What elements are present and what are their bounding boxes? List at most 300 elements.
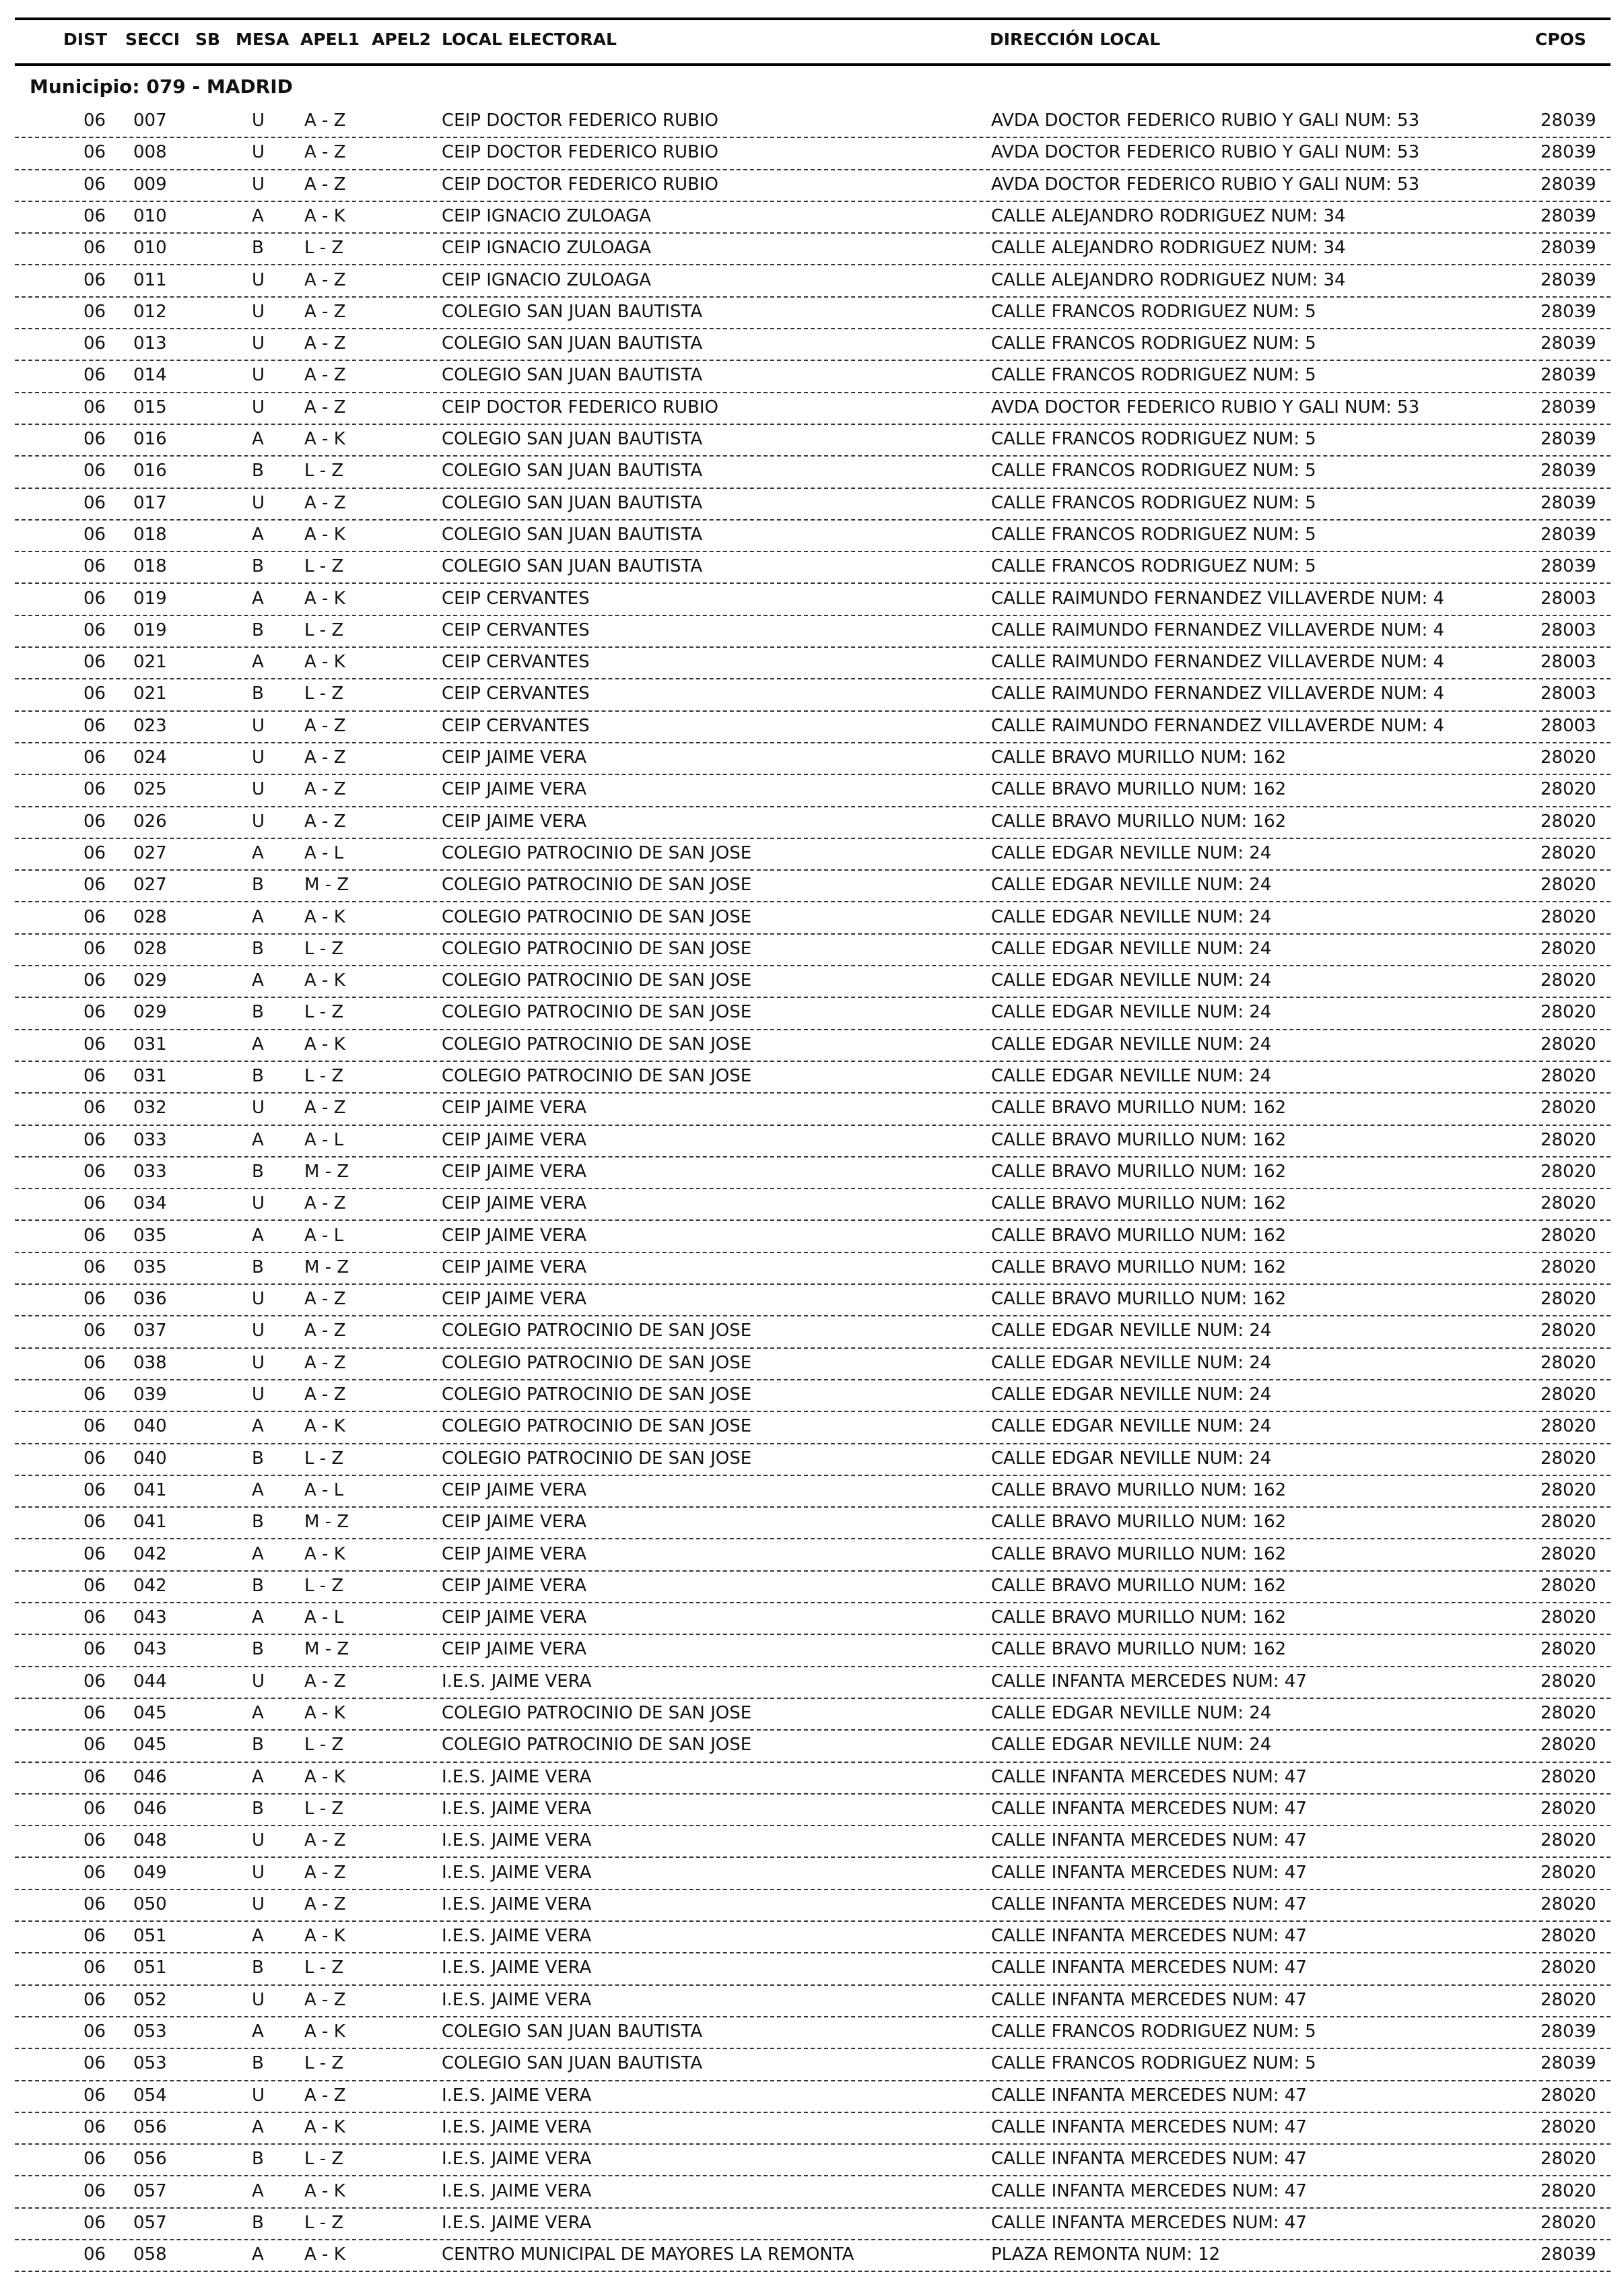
table-row [15, 1506, 1611, 1539]
cell-local: COLEGIO SAN JUAN BAUTISTA [442, 301, 703, 322]
cell-sb: A [252, 2116, 264, 2137]
cell-secc: 043 [133, 1607, 167, 1628]
cell-sb: A [252, 429, 264, 449]
cell-direccion: CALLE EDGAR NEVILLE NUM: 24 [991, 842, 1272, 863]
cell-dist: 06 [83, 238, 106, 259]
cell-secc: 009 [133, 174, 167, 195]
cell-local: I.E.S. JAIME VERA [442, 2116, 592, 2137]
table-row [15, 424, 1611, 457]
cell-dist: 06 [83, 1703, 106, 1723]
cell-cpos: 28020 [1541, 2149, 1596, 2170]
cell-cpos: 28020 [1541, 1352, 1596, 1373]
cell-sb: A [252, 588, 264, 609]
cell-dist: 06 [83, 1320, 106, 1341]
cell-dist: 06 [83, 779, 106, 800]
cell-mesa: A - Z [304, 1384, 346, 1405]
cell-direccion: AVDA DOCTOR FEDERICO RUBIO Y GALI NUM: 53 [991, 142, 1420, 163]
cell-dist: 06 [83, 1225, 106, 1246]
cell-mesa: A - Z [304, 174, 346, 195]
table-row [15, 1666, 1611, 1699]
cell-sb: U [252, 1384, 265, 1405]
cell-local: CEIP JAIME VERA [442, 1479, 586, 1500]
cell-mesa: A - Z [304, 269, 346, 290]
cell-direccion: CALLE FRANCOS RODRIGUEZ NUM: 5 [991, 365, 1316, 386]
cell-direccion: CALLE EDGAR NEVILLE NUM: 24 [991, 1735, 1272, 1755]
cell-mesa: A - Z [304, 811, 346, 832]
cell-cpos: 28020 [1541, 1257, 1596, 1277]
cell-dist: 06 [83, 1289, 106, 1310]
cell-secc: 017 [133, 492, 167, 513]
cell-dist: 06 [83, 1384, 106, 1405]
cell-mesa: A - K [304, 906, 345, 927]
cell-sb: U [252, 492, 265, 513]
cell-local: CEIP JAIME VERA [442, 1098, 586, 1118]
cell-sb: U [252, 779, 265, 800]
cell-sb: B [252, 461, 264, 481]
cell-secc: 053 [133, 2021, 167, 2042]
cell-direccion: CALLE BRAVO MURILLO NUM: 162 [991, 1289, 1287, 1310]
cell-secc: 056 [133, 2149, 167, 2170]
cell-dist: 06 [83, 1830, 106, 1851]
cell-sb: B [252, 1066, 264, 1086]
table-row [15, 1762, 1611, 1795]
cell-mesa: A - Z [304, 1830, 346, 1851]
cell-sb: B [252, 1798, 264, 1819]
cell-dist: 06 [83, 620, 106, 640]
cell-sb: A [252, 652, 264, 673]
cell-mesa: A - Z [304, 301, 346, 322]
cell-mesa: L - Z [304, 2149, 344, 2170]
cell-cpos: 28020 [1541, 1225, 1596, 1246]
cell-dist: 06 [83, 1671, 106, 1692]
cell-direccion: CALLE BRAVO MURILLO NUM: 162 [991, 1161, 1287, 1182]
cell-secc: 036 [133, 1289, 167, 1310]
col-header-sb: SB [195, 30, 221, 49]
cell-dist: 06 [83, 2212, 106, 2233]
cell-cpos: 28020 [1541, 811, 1596, 832]
cell-mesa: A - L [304, 1479, 344, 1500]
cell-sb: U [252, 301, 265, 322]
cell-local: CEIP CERVANTES [442, 620, 590, 640]
cell-local: CEIP CERVANTES [442, 652, 590, 673]
cell-cpos: 28020 [1541, 1512, 1596, 1533]
cell-direccion: CALLE BRAVO MURILLO NUM: 162 [991, 1607, 1287, 1628]
cell-dist: 06 [83, 1352, 106, 1373]
table-row [15, 360, 1611, 393]
cell-dist: 06 [83, 1512, 106, 1533]
cell-dist: 06 [83, 2053, 106, 2074]
cell-cpos: 28039 [1541, 397, 1596, 417]
cell-direccion: CALLE INFANTA MERCEDES NUM: 47 [991, 2212, 1307, 2233]
cell-mesa: A - K [304, 2021, 345, 2042]
cell-local: CEIP IGNACIO ZULOAGA [442, 238, 652, 259]
cell-sb: U [252, 333, 265, 354]
cell-dist: 06 [83, 652, 106, 673]
cell-cpos: 28020 [1541, 1766, 1596, 1787]
cell-sb: B [252, 1575, 264, 1596]
cell-cpos: 28039 [1541, 556, 1596, 577]
table-row [15, 806, 1611, 839]
cell-local: I.E.S. JAIME VERA [442, 1830, 592, 1851]
table-row [15, 1698, 1611, 1731]
cell-mesa: A - Z [304, 715, 346, 736]
cell-local: CEIP JAIME VERA [442, 1639, 586, 1660]
cell-sb: A [252, 1543, 264, 1564]
cell-local: COLEGIO PATROCINIO DE SAN JOSE [442, 1735, 752, 1755]
cell-cpos: 28020 [1541, 1384, 1596, 1405]
cell-local: CENTRO MUNICIPAL DE MAYORES LA REMONTA [442, 2244, 854, 2265]
cell-sb: A [252, 906, 264, 927]
cell-secc: 057 [133, 2212, 167, 2233]
cell-direccion: PLAZA REMONTA NUM: 12 [991, 2244, 1221, 2265]
cell-local: COLEGIO PATROCINIO DE SAN JOSE [442, 1352, 752, 1373]
cell-sb: U [252, 1289, 265, 1310]
cell-local: CEIP JAIME VERA [442, 1512, 586, 1533]
cell-secc: 040 [133, 1416, 167, 1437]
cell-cpos: 28020 [1541, 1416, 1596, 1437]
cell-sb: B [252, 2149, 264, 2170]
cell-dist: 06 [83, 1894, 106, 1914]
cell-sb: U [252, 1193, 265, 1214]
cell-mesa: L - Z [304, 556, 344, 577]
cell-dist: 06 [83, 1926, 106, 1947]
cell-dist: 06 [83, 1193, 106, 1214]
cell-sb: B [252, 2212, 264, 2233]
cell-sb: B [252, 1161, 264, 1182]
cell-local: I.E.S. JAIME VERA [442, 1957, 592, 1978]
cell-sb: U [252, 811, 265, 832]
table-row [15, 742, 1611, 775]
cell-secc: 043 [133, 1639, 167, 1660]
cell-direccion: CALLE INFANTA MERCEDES NUM: 47 [991, 2116, 1307, 2137]
cell-mesa: M - Z [304, 875, 349, 896]
cell-direccion: CALLE EDGAR NEVILLE NUM: 24 [991, 906, 1272, 927]
cell-dist: 06 [83, 1862, 106, 1883]
cell-secc: 035 [133, 1225, 167, 1246]
cell-direccion: CALLE INFANTA MERCEDES NUM: 47 [991, 1862, 1307, 1883]
cell-cpos: 28020 [1541, 1289, 1596, 1310]
cell-sb: B [252, 1639, 264, 1660]
cell-dist: 06 [83, 970, 106, 991]
cell-direccion: CALLE INFANTA MERCEDES NUM: 47 [991, 1766, 1307, 1787]
cell-dist: 06 [83, 429, 106, 449]
header-bottom-rule [15, 63, 1611, 66]
cell-secc: 013 [133, 333, 167, 354]
cell-secc: 019 [133, 620, 167, 640]
cell-direccion: CALLE BRAVO MURILLO NUM: 162 [991, 747, 1287, 768]
cell-direccion: CALLE INFANTA MERCEDES NUM: 47 [991, 1989, 1307, 2010]
cell-direccion: CALLE INFANTA MERCEDES NUM: 47 [991, 2149, 1307, 2170]
cell-sb: U [252, 397, 265, 417]
cell-direccion: CALLE EDGAR NEVILLE NUM: 24 [991, 970, 1272, 991]
cell-dist: 06 [83, 1448, 106, 1469]
cell-direccion: CALLE EDGAR NEVILLE NUM: 24 [991, 1703, 1272, 1723]
cell-cpos: 28039 [1541, 333, 1596, 354]
cell-dist: 06 [83, 556, 106, 577]
table-row [15, 902, 1611, 935]
cell-sb: B [252, 1257, 264, 1277]
cell-sb: A [252, 1479, 264, 1500]
table-row [15, 1570, 1611, 1603]
cell-cpos: 28020 [1541, 1098, 1596, 1118]
cell-cpos: 28020 [1541, 2116, 1596, 2137]
cell-sb: U [252, 174, 265, 195]
cell-sb: A [252, 1225, 264, 1246]
cell-secc: 031 [133, 1066, 167, 1086]
cell-mesa: A - K [304, 1703, 345, 1723]
table-row [15, 1602, 1611, 1635]
cell-local: COLEGIO SAN JUAN BAUTISTA [442, 524, 703, 545]
cell-sb: U [252, 1894, 265, 1914]
municipio-heading: Municipio: 079 - MADRID [30, 75, 293, 98]
cell-secc: 058 [133, 2244, 167, 2265]
cell-sb: U [252, 365, 265, 386]
table-row [15, 1889, 1611, 1922]
cell-cpos: 28020 [1541, 1479, 1596, 1500]
cell-secc: 010 [133, 238, 167, 259]
cell-cpos: 28020 [1541, 1894, 1596, 1914]
table-row [15, 1634, 1611, 1667]
cell-dist: 06 [83, 524, 106, 545]
cell-cpos: 28039 [1541, 365, 1596, 386]
table-row [15, 1061, 1611, 1094]
cell-cpos: 28020 [1541, 1798, 1596, 1819]
cell-secc: 028 [133, 906, 167, 927]
table-row [15, 1125, 1611, 1158]
cell-secc: 045 [133, 1703, 167, 1723]
cell-secc: 007 [133, 110, 167, 131]
cell-direccion: CALLE BRAVO MURILLO NUM: 162 [991, 1225, 1287, 1246]
cell-sb: A [252, 2021, 264, 2042]
table-row [15, 2239, 1611, 2272]
cell-dist: 06 [83, 142, 106, 163]
cell-mesa: M - Z [304, 1512, 349, 1533]
cell-secc: 034 [133, 1193, 167, 1214]
cell-local: CEIP JAIME VERA [442, 1543, 586, 1564]
cell-local: COLEGIO PATROCINIO DE SAN JOSE [442, 1034, 752, 1055]
cell-sb: A [252, 524, 264, 545]
cell-mesa: M - Z [304, 1639, 349, 1660]
cell-direccion: CALLE EDGAR NEVILLE NUM: 24 [991, 1034, 1272, 1055]
cell-sb: U [252, 142, 265, 163]
cell-cpos: 28020 [1541, 1926, 1596, 1947]
table-row [15, 519, 1611, 552]
cell-dist: 06 [83, 938, 106, 959]
cell-local: I.E.S. JAIME VERA [442, 1989, 592, 2010]
cell-secc: 016 [133, 461, 167, 481]
cell-sb: A [252, 1129, 264, 1150]
cell-secc: 019 [133, 588, 167, 609]
cell-direccion: CALLE INFANTA MERCEDES NUM: 47 [991, 1830, 1307, 1851]
table-row [15, 615, 1611, 648]
cell-direccion: CALLE FRANCOS RODRIGUEZ NUM: 5 [991, 301, 1316, 322]
cell-cpos: 28003 [1541, 715, 1596, 736]
cell-local: I.E.S. JAIME VERA [442, 2212, 592, 2233]
cell-direccion: CALLE INFANTA MERCEDES NUM: 47 [991, 1894, 1307, 1914]
cell-cpos: 28020 [1541, 2212, 1596, 2233]
cell-dist: 06 [83, 842, 106, 863]
cell-dist: 06 [83, 1098, 106, 1118]
cell-local: CEIP JAIME VERA [442, 1289, 586, 1310]
cell-mesa: A - K [304, 1543, 345, 1564]
cell-dist: 06 [83, 1129, 106, 1150]
col-header-apel1: APEL1 [300, 30, 360, 49]
cell-secc: 010 [133, 205, 167, 226]
cell-dist: 06 [83, 1735, 106, 1755]
cell-secc: 057 [133, 2180, 167, 2201]
cell-sb: A [252, 205, 264, 226]
cell-mesa: A - K [304, 1766, 345, 1787]
col-header-local: LOCAL ELECTORAL [442, 30, 617, 49]
cell-secc: 045 [133, 1735, 167, 1755]
cell-dist: 06 [83, 1161, 106, 1182]
table-row [15, 328, 1611, 361]
cell-cpos: 28020 [1541, 1862, 1596, 1883]
cell-cpos: 28020 [1541, 1193, 1596, 1214]
cell-direccion: CALLE FRANCOS RODRIGUEZ NUM: 5 [991, 333, 1316, 354]
cell-local: CEIP IGNACIO ZULOAGA [442, 269, 652, 290]
table-row [15, 710, 1611, 743]
cell-cpos: 28003 [1541, 588, 1596, 609]
col-header-direccion: DIRECCIÓN LOCAL [990, 30, 1161, 49]
cell-secc: 011 [133, 269, 167, 290]
cell-secc: 048 [133, 1830, 167, 1851]
cell-direccion: CALLE BRAVO MURILLO NUM: 162 [991, 1512, 1287, 1533]
cell-cpos: 28039 [1541, 301, 1596, 322]
cell-cpos: 28039 [1541, 110, 1596, 131]
cell-direccion: CALLE RAIMUNDO FERNANDEZ VILLAVERDE NUM: 4 [991, 588, 1445, 609]
cell-secc: 056 [133, 2116, 167, 2137]
cell-dist: 06 [83, 1989, 106, 2010]
table-row [15, 2176, 1611, 2209]
cell-mesa: L - Z [304, 1798, 344, 1819]
cell-direccion: CALLE INFANTA MERCEDES NUM: 47 [991, 1926, 1307, 1947]
cell-secc: 039 [133, 1384, 167, 1405]
cell-local: CEIP JAIME VERA [442, 1161, 586, 1182]
cell-dist: 06 [83, 492, 106, 513]
cell-cpos: 28020 [1541, 842, 1596, 863]
cell-secc: 031 [133, 1034, 167, 1055]
cell-cpos: 28020 [1541, 1671, 1596, 1692]
table-row [15, 1793, 1611, 1826]
cell-secc: 044 [133, 1671, 167, 1692]
cell-direccion: CALLE FRANCOS RODRIGUEZ NUM: 5 [991, 492, 1316, 513]
cell-dist: 06 [83, 174, 106, 195]
cell-secc: 024 [133, 747, 167, 768]
cell-cpos: 28039 [1541, 269, 1596, 290]
table-row [15, 2080, 1611, 2113]
cell-mesa: M - Z [304, 1161, 349, 1182]
cell-local: COLEGIO SAN JUAN BAUTISTA [442, 2021, 703, 2042]
cell-mesa: A - Z [304, 1289, 346, 1310]
table-row [15, 1188, 1611, 1221]
cell-dist: 06 [83, 1639, 106, 1660]
cell-direccion: CALLE EDGAR NEVILLE NUM: 24 [991, 875, 1272, 896]
cell-mesa: A - Z [304, 492, 346, 513]
cell-cpos: 28020 [1541, 1002, 1596, 1023]
cell-mesa: A - K [304, 970, 345, 991]
cell-cpos: 28039 [1541, 2053, 1596, 2074]
cell-cpos: 28020 [1541, 2180, 1596, 2201]
cell-sb: U [252, 110, 265, 131]
cell-direccion: CALLE EDGAR NEVILLE NUM: 24 [991, 1416, 1272, 1437]
cell-sb: U [252, 1830, 265, 1851]
cell-secc: 053 [133, 2053, 167, 2074]
cell-sb: A [252, 1766, 264, 1787]
cell-local: CEIP IGNACIO ZULOAGA [442, 205, 652, 226]
cell-cpos: 28020 [1541, 1543, 1596, 1564]
cell-local: COLEGIO SAN JUAN BAUTISTA [442, 556, 703, 577]
cell-dist: 06 [83, 2180, 106, 2201]
cell-local: I.E.S. JAIME VERA [442, 1798, 592, 1819]
cell-sb: A [252, 970, 264, 991]
cell-direccion: CALLE EDGAR NEVILLE NUM: 24 [991, 1448, 1272, 1469]
cell-mesa: L - Z [304, 2053, 344, 2074]
cell-direccion: CALLE FRANCOS RODRIGUEZ NUM: 5 [991, 429, 1316, 449]
cell-local: COLEGIO SAN JUAN BAUTISTA [442, 492, 703, 513]
cell-secc: 016 [133, 429, 167, 449]
table-row [15, 774, 1611, 807]
cell-dist: 06 [83, 301, 106, 322]
cell-mesa: A - K [304, 524, 345, 545]
cell-local: I.E.S. JAIME VERA [442, 1926, 592, 1947]
cell-sb: U [252, 2085, 265, 2106]
cell-sb: U [252, 1320, 265, 1341]
table-row [15, 2048, 1611, 2081]
cell-mesa: A - Z [304, 1098, 346, 1118]
cell-direccion: AVDA DOCTOR FEDERICO RUBIO Y GALI NUM: 53 [991, 397, 1420, 417]
cell-local: CEIP DOCTOR FEDERICO RUBIO [442, 142, 719, 163]
table-row [15, 1220, 1611, 1253]
cell-cpos: 28020 [1541, 2085, 1596, 2106]
cell-sb: A [252, 1416, 264, 1437]
cell-secc: 037 [133, 1320, 167, 1341]
cell-sb: B [252, 1957, 264, 1978]
cell-local: COLEGIO PATROCINIO DE SAN JOSE [442, 1384, 752, 1405]
cell-direccion: CALLE EDGAR NEVILLE NUM: 24 [991, 1002, 1272, 1023]
table-row [15, 201, 1611, 234]
cell-local: I.E.S. JAIME VERA [442, 1862, 592, 1883]
cell-dist: 06 [83, 715, 106, 736]
cell-local: COLEGIO SAN JUAN BAUTISTA [442, 461, 703, 481]
cell-local: CEIP JAIME VERA [442, 1607, 586, 1628]
table-row [15, 232, 1611, 265]
cell-direccion: CALLE RAIMUNDO FERNANDEZ VILLAVERDE NUM: 4 [991, 683, 1445, 704]
cell-sb: B [252, 620, 264, 640]
cell-secc: 008 [133, 142, 167, 163]
cell-mesa: A - Z [304, 333, 346, 354]
cell-mesa: A - Z [304, 1320, 346, 1341]
cell-sb: A [252, 1926, 264, 1947]
cell-dist: 06 [83, 365, 106, 386]
cell-secc: 021 [133, 683, 167, 704]
cell-cpos: 28020 [1541, 1320, 1596, 1341]
table-row [15, 2143, 1611, 2176]
cell-direccion: CALLE FRANCOS RODRIGUEZ NUM: 5 [991, 2021, 1316, 2042]
table-row [15, 678, 1611, 711]
cell-secc: 012 [133, 301, 167, 322]
cell-cpos: 28039 [1541, 524, 1596, 545]
cell-mesa: A - Z [304, 1862, 346, 1883]
cell-local: CEIP DOCTOR FEDERICO RUBIO [442, 174, 719, 195]
table-row [15, 1156, 1611, 1189]
cell-local: CEIP JAIME VERA [442, 811, 586, 832]
cell-dist: 06 [83, 397, 106, 417]
cell-direccion: CALLE FRANCOS RODRIGUEZ NUM: 5 [991, 461, 1316, 481]
cell-direccion: CALLE RAIMUNDO FERNANDEZ VILLAVERDE NUM: 4 [991, 652, 1445, 673]
cell-local: CEIP JAIME VERA [442, 747, 586, 768]
cell-dist: 06 [83, 1766, 106, 1787]
